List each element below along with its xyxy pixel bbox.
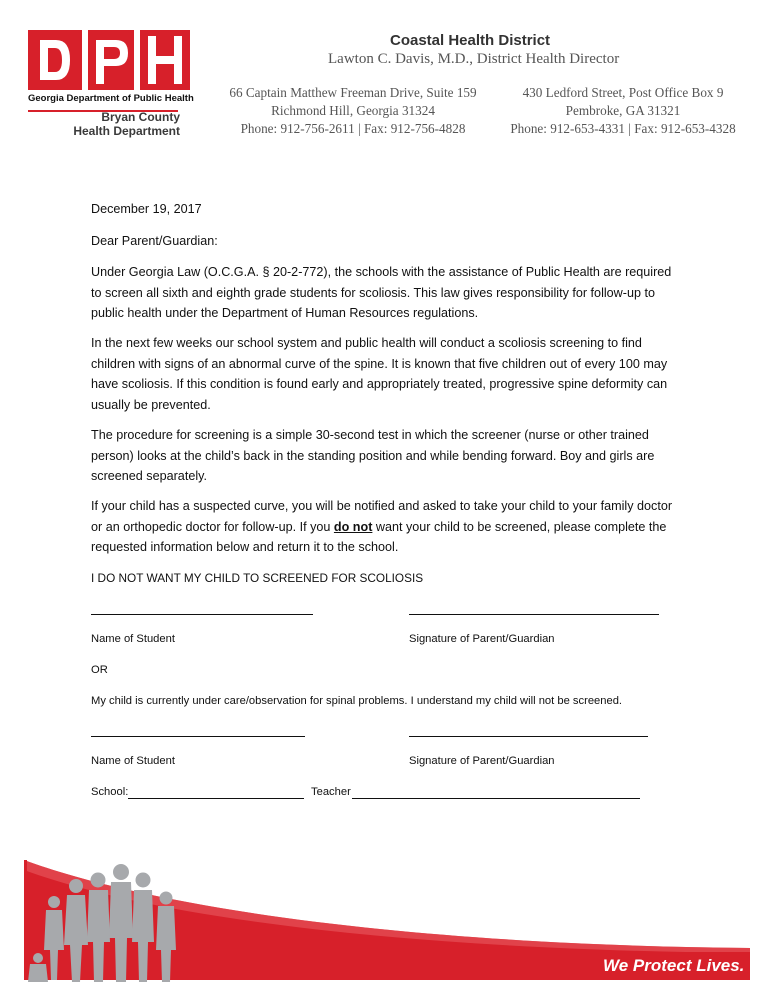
school-line[interactable]: [128, 798, 304, 799]
student-name-line-1[interactable]: [91, 614, 313, 615]
office-address-2: [492, 84, 754, 138]
followup-text-end: want your child to be screened, please complete the requested information below and return it to the school.: [91, 519, 667, 554]
student-name-line-2[interactable]: [91, 736, 305, 737]
logo-county: Bryan County: [101, 110, 180, 124]
district-director: Lawton C. Davis, M.D., District Health Director: [328, 51, 620, 67]
opt-out-heading: I DO NOT WANT MY CHILD TO SCREENED FOR SCOLIOSIS: [91, 571, 424, 585]
signature-label-1: Signature of Parent/Guardian: [409, 633, 555, 645]
signature-label-2: Signature of Parent/Guardian: [409, 755, 555, 767]
district-name: Coastal Health District: [390, 32, 551, 49]
office1-phone: Phone: 912-756-2611 | Fax: 912-756-4828: [240, 121, 466, 136]
paragraph-screening: In the next few weeks our school system and public health will conduct a scoliosis screening to find children with signs of an abnormal curve of the spine. It is known that five children out of every 100 may have scoliosis. If this condition is found early and appropriately treated, progressive spine deformity can usually be prevented.: [91, 336, 668, 412]
signature-line-2[interactable]: [409, 736, 648, 737]
paragraph-followup: [91, 496, 681, 558]
student-name-label-2: Name of Student: [91, 755, 175, 767]
do-not-emphasis: do not: [333, 519, 373, 534]
office1-city: Richmond Hill, Georgia 31324: [271, 103, 435, 118]
followup-text-start: If your child has a suspected curve, you will be notified and asked to take your child to your family doctor or an orthopedic doctor for follow-up. If you: [91, 499, 673, 534]
student-name-label-1: Name of Student: [91, 633, 175, 645]
or-separator: OR: [91, 664, 108, 676]
letter-date: December 19, 2017: [91, 202, 202, 216]
logo-department: Health Department: [73, 124, 180, 138]
care-statement: My child is currently under care/observation for spinal problems. I understand my child will not be screened.: [91, 695, 623, 707]
footer-tagline: We Protect Lives.: [603, 956, 745, 975]
salutation: Dear Parent/Guardian:: [91, 234, 218, 248]
school-label: School:: [91, 786, 129, 798]
office2-phone: Phone: 912-653-4331 | Fax: 912-653-4328: [510, 121, 736, 136]
office1-street: 66 Captain Matthew Freeman Drive, Suite 159: [229, 85, 477, 100]
office-address-1: [222, 84, 484, 138]
logo-org-name: Georgia Department of Public Health: [28, 93, 194, 104]
paragraph-law: Under Georgia Law (O.C.G.A. § 20-2-772), the schools with the assistance of Public Health are required to screen all sixth and eighth grade students for scoliosis. This law gives responsibility for follow-up to public health under the Department of Human Resources regulations.: [91, 265, 672, 320]
footer-banner: [0, 850, 773, 1000]
office2-street: 430 Ledford Street, Post Office Box 9: [522, 85, 724, 100]
signature-line-1[interactable]: [409, 614, 659, 615]
teacher-line[interactable]: [352, 798, 640, 799]
paragraph-procedure: The procedure for screening is a simple 30-second test in which the screener (nurse or other trained person) looks at the child’s back in the standing position and while bending forward. Boy and girls are screened separately.: [91, 428, 655, 483]
teacher-label: Teacher: [311, 786, 351, 798]
office2-city: Pembroke, GA 31321: [565, 103, 681, 118]
